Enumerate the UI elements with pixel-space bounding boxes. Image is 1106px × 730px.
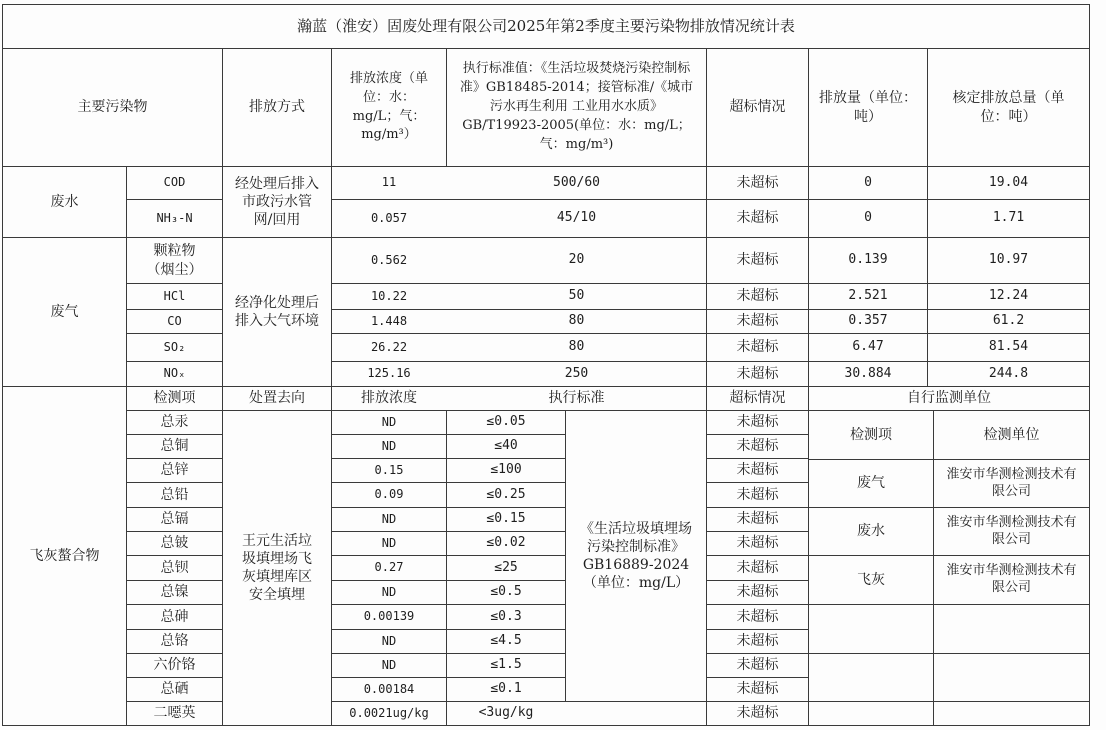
wastegas-standard: 80 (568, 339, 585, 355)
wastewater-conc: 11 (381, 175, 397, 190)
wastewater-approved: 1.71 (992, 210, 1025, 226)
wastegas-exceed: 未超标 (736, 339, 779, 356)
wastegas-conc: 0.562 (370, 252, 408, 267)
monitor-unit: 淮安市华测检测技术有限公司 (946, 466, 1077, 499)
wastewater-approved: 19.04 (988, 174, 1029, 190)
flyash-limit: ≤0.1 (490, 681, 522, 697)
flyash-exceed: 未超标 (736, 486, 779, 503)
flyash-exceed: 未超标 (736, 559, 779, 576)
header-standard: 执行标准值：《生活垃圾焚烧污染控制标准》GB18485-2014；接管标准/《城市污水再生利用 工业用水水质》GB/T19923-2005(单位：水：mg/L；气：mg/m³) (459, 61, 694, 152)
flyash-exceed: 未超标 (736, 633, 779, 650)
flyash-item: 总铍 (160, 535, 189, 552)
category-flyash: 飞灰螯合物 (29, 547, 100, 564)
wastegas-item: SO₂ (163, 339, 186, 354)
wastegas-exceed: 未超标 (736, 288, 779, 305)
flyash-limit: <3ug/kg (478, 705, 534, 721)
flyash-limit: ≤0.05 (486, 414, 526, 430)
flyash-exceed: 未超标 (736, 681, 779, 698)
flyash-subheader-item: 检测项 (153, 390, 196, 407)
wastegas-item: 颗粒物（烟尘） (146, 243, 203, 278)
flyash-exceed: 未超标 (736, 511, 779, 528)
wastegas-item: HCl (163, 288, 186, 303)
flyash-limit: ≤0.25 (486, 486, 526, 502)
flyash-subheader-standard: 执行标准 (548, 390, 605, 407)
flyash-item: 总镍 (160, 584, 189, 601)
wastegas-exceed: 未超标 (736, 252, 779, 269)
flyash-exceed: 未超标 (736, 462, 779, 479)
wastewater-conc: 0.057 (370, 210, 408, 225)
wastegas-approved: 10.97 (988, 252, 1029, 268)
flyash-conc: 0.00184 (363, 681, 415, 696)
monitor-col-unit: 检测单位 (983, 426, 1040, 443)
flyash-conc: 0.15 (374, 462, 404, 477)
flyash-conc: ND (381, 511, 397, 526)
wastewater-standard: 500/60 (553, 174, 600, 190)
wastewater-item: NH₃-N (156, 210, 193, 225)
category-wastewater: 废水 (50, 193, 79, 210)
flyash-limit: ≤0.3 (490, 608, 522, 624)
wastegas-standard: 80 (568, 313, 585, 329)
monitor-unit: 淮安市华测检测技术有限公司 (946, 563, 1077, 595)
flyash-exceed: 未超标 (736, 535, 779, 552)
flyash-conc: ND (381, 584, 397, 599)
flyash-item: 总铬 (160, 633, 189, 650)
flyash-exceed: 未超标 (736, 608, 779, 625)
table-border-right (1089, 4, 1090, 726)
wastegas-approved: 12.24 (988, 288, 1029, 304)
flyash-conc: 0.00139 (363, 609, 415, 624)
header-approved: 核定排放总量（单位：吨） (952, 90, 1065, 125)
flyash-item: 六价铬 (153, 657, 196, 674)
wastegas-amount: 30.884 (844, 365, 892, 381)
wastegas-conc: 125.16 (367, 366, 411, 381)
wastegas-approved: 61.2 (992, 313, 1025, 329)
flyash-subheader-exceed: 超标情况 (729, 390, 786, 407)
wastegas-conc: 10.22 (370, 288, 408, 303)
wastegas-amount: 6.47 (852, 339, 884, 355)
wastegas-standard: 250 (564, 365, 589, 381)
flyash-subheader-conc: 排放浓度 (361, 390, 417, 407)
header-exceed: 超标情况 (729, 99, 786, 116)
flyash-conc: ND (381, 633, 397, 648)
wastegas-amount: 2.521 (848, 288, 888, 304)
flyash-exceed: 未超标 (736, 438, 779, 455)
flyash-exceed: 未超标 (736, 657, 779, 674)
flyash-conc: ND (381, 535, 397, 550)
wastegas-conc: 1.448 (370, 313, 408, 328)
flyash-item: 总铜 (160, 438, 189, 455)
header-method: 排放方式 (249, 99, 305, 116)
flyash-conc: 0.0021ug/kg (349, 705, 429, 720)
flyash-limit: ≤1.5 (490, 657, 522, 673)
flyash-item: 总镉 (160, 511, 189, 528)
flyash-standard-name: 《生活垃圾填埋场污染控制标准》GB16889-2024（单位：mg/L） (580, 520, 692, 592)
flyash-limit: ≤0.02 (486, 535, 526, 551)
wastegas-conc: 26.22 (370, 339, 408, 354)
wastegas-item: NOₓ (163, 366, 186, 381)
monitor-col-item: 检测项 (850, 426, 892, 443)
table-border-bottom (2, 725, 1090, 726)
wastewater-standard: 45/10 (556, 210, 597, 226)
wastewater-item: COD (163, 175, 186, 190)
monitor-item: 飞灰 (857, 571, 885, 588)
flyash-limit: ≤4.5 (490, 633, 522, 649)
flyash-conc: 0.09 (374, 487, 404, 502)
flyash-limit: ≤0.5 (490, 584, 522, 600)
wastegas-item: CO (167, 313, 182, 328)
monitor-item: 废水 (857, 523, 885, 540)
flyash-subheader-disposal: 处置去向 (249, 390, 305, 407)
flyash-item: 总铅 (160, 486, 189, 503)
wastewater-amount: 0 (864, 210, 872, 226)
flyash-conc: ND (381, 414, 397, 429)
wastegas-amount: 0.357 (848, 313, 888, 329)
header-concentration: 排放浓度（单位：水：mg/L；气：mg/m³） (349, 70, 428, 143)
flyash-exceed: 未超标 (736, 414, 779, 431)
wastewater-method: 经处理后排入市政污水管网/回用 (235, 175, 319, 229)
wastewater-exceed: 未超标 (736, 210, 779, 227)
wastegas-standard: 20 (568, 252, 585, 268)
flyash-exceed: 未超标 (736, 705, 779, 722)
wastegas-method: 经净化处理后排入大气环境 (235, 294, 319, 329)
header-amount: 排放量（单位：吨） (819, 90, 917, 125)
flyash-conc: ND (381, 657, 397, 672)
wastewater-amount: 0 (864, 174, 872, 190)
monitor-unit: 淮安市华测检测技术有限公司 (946, 514, 1077, 547)
flyash-item: 总锌 (160, 462, 189, 479)
flyash-limit: ≤0.15 (486, 511, 526, 527)
wastewater-exceed: 未超标 (736, 174, 779, 191)
wastegas-approved: 244.8 (988, 365, 1029, 381)
flyash-disposal: 王元生活垃圾填埋场飞灰填埋库区安全填埋 (242, 532, 312, 604)
flyash-item: 二噁英 (153, 705, 196, 722)
flyash-item: 总砷 (160, 608, 189, 625)
wastegas-exceed: 未超标 (736, 313, 779, 330)
flyash-subheader-monitor: 自行监测单位 (907, 390, 991, 407)
flyash-conc: ND (381, 438, 397, 453)
wastegas-standard: 50 (568, 288, 585, 304)
flyash-item: 总钡 (160, 559, 189, 576)
flyash-limit: ≤100 (490, 462, 522, 478)
report-title: 瀚蓝（淮安）固废处理有限公司2025年第2季度主要污染物排放情况统计表 (297, 16, 795, 35)
flyash-limit: ≤40 (494, 438, 518, 454)
header-pollutant: 主要污染物 (77, 99, 148, 116)
wastegas-exceed: 未超标 (736, 365, 779, 382)
flyash-item: 总汞 (160, 414, 189, 431)
flyash-limit: ≤25 (494, 559, 518, 575)
flyash-exceed: 未超标 (736, 584, 779, 601)
monitor-item: 废气 (857, 475, 885, 492)
wastegas-amount: 0.139 (848, 252, 888, 268)
flyash-item: 总硒 (160, 681, 189, 698)
category-wastegas: 废气 (50, 303, 79, 320)
wastegas-approved: 81.54 (988, 339, 1029, 355)
flyash-conc: 0.27 (374, 560, 404, 575)
